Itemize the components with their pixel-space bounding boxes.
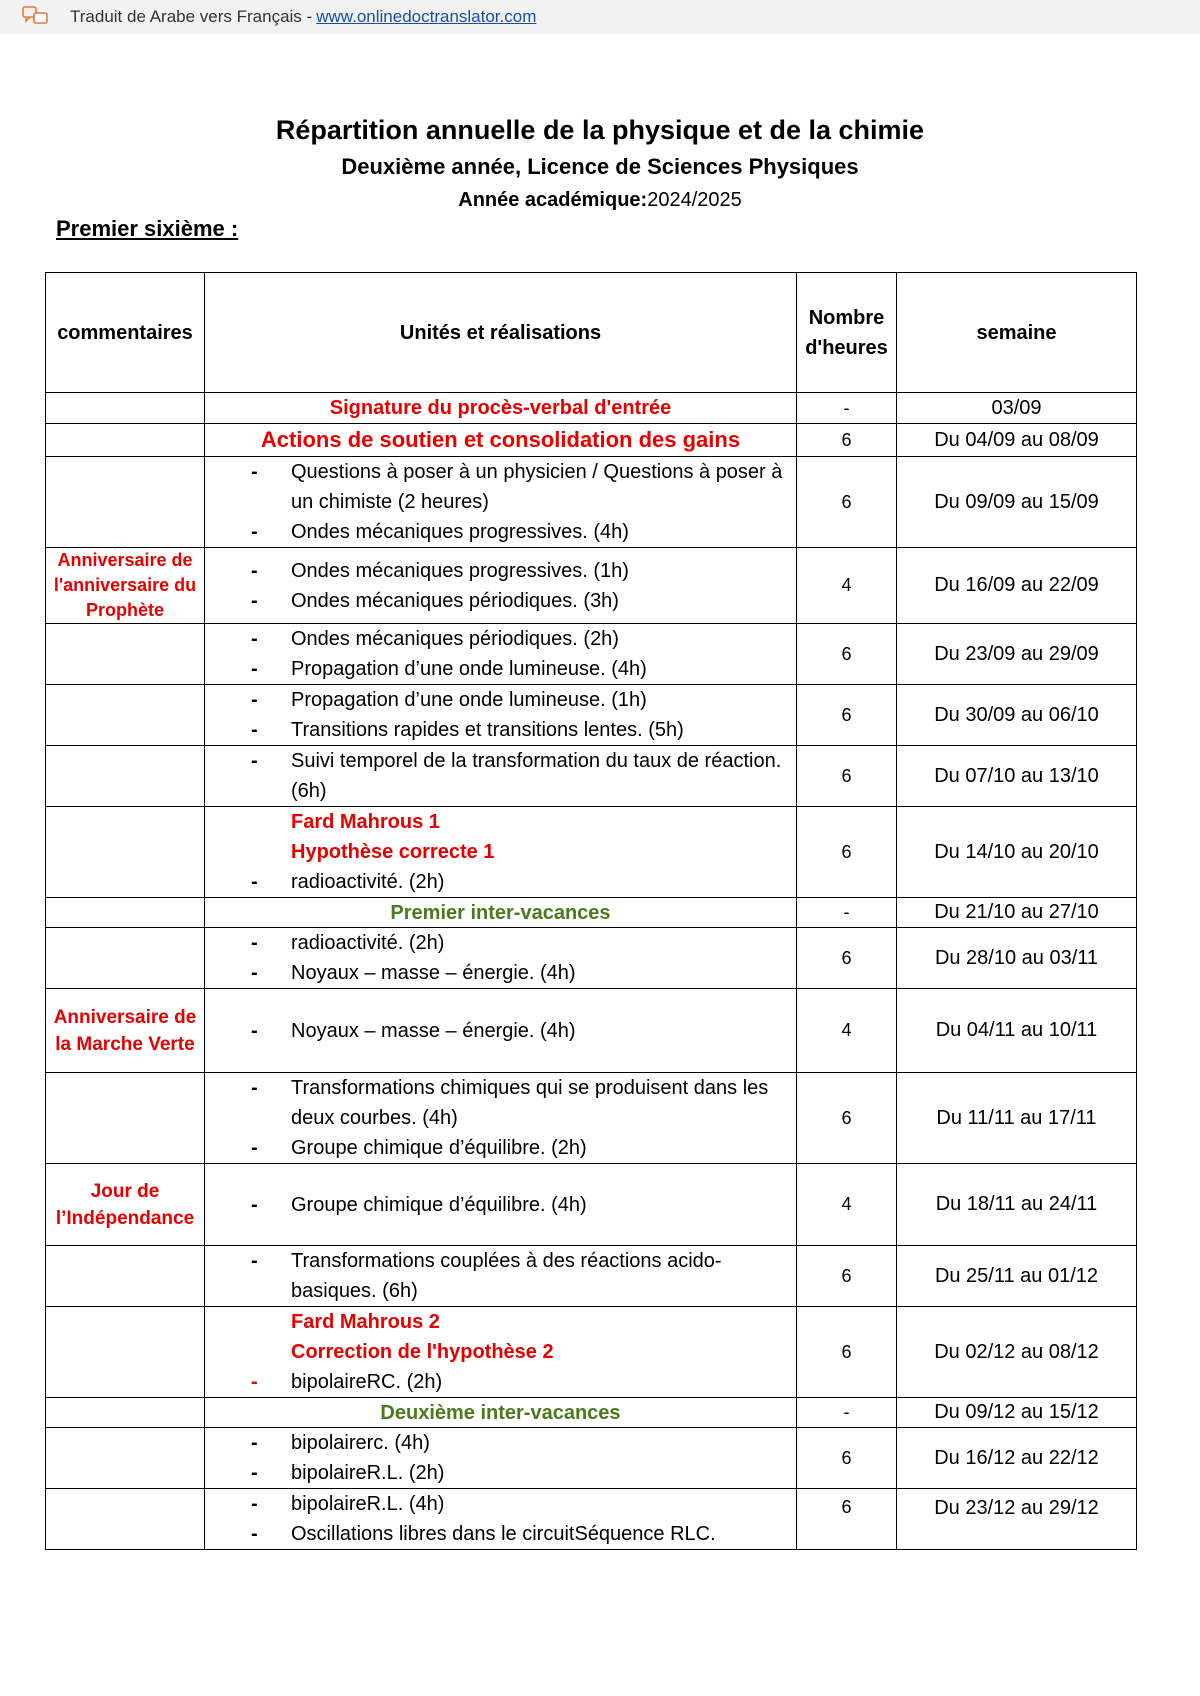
table-row [46,1164,1137,1246]
table-row [46,746,1137,807]
unit-item: - bipolaireR.L. (4h) [251,1489,790,1519]
comment-cell: Anniversaire de l'anniversaire du Prophète [46,548,205,624]
hours-cell: 6 [797,1073,897,1164]
table-row [46,548,1137,624]
comment-cell [46,624,205,685]
academic-year-label: Année académique: [458,189,648,211]
week-cell: Du 23/09 au 29/09 [897,624,1137,685]
header-week: semaine [897,273,1137,393]
table-row [46,457,1137,548]
hours-cell: 6 [797,928,897,989]
comment-cell [46,928,205,989]
unit-item: - Transformations chimiques qui se produisent dans les deux courbes. (4h) [251,1073,790,1133]
week-cell: Du 04/09 au 08/09 [897,424,1137,457]
units-cell [205,624,797,685]
unit-item: - Suivi temporel de la transformation du taux de réaction. (6h) [251,746,790,806]
week-cell: Du 16/09 au 22/09 [897,548,1137,624]
comment-cell [46,685,205,746]
hours-cell: - [797,393,897,424]
week-cell: Du 09/09 au 15/09 [897,457,1137,548]
week-cell: Du 02/12 au 08/12 [897,1307,1137,1398]
units-cell [205,685,797,746]
comment-cell [46,1398,205,1428]
header-comments: commentaires [46,273,205,393]
unit-item: - Transitions rapides et transitions lentes. (5h) [251,715,790,745]
comment-cell [46,746,205,807]
translation-banner [0,0,1200,34]
week-cell: Du 14/10 au 20/10 [897,807,1137,898]
comment-cell [46,807,205,898]
hours-cell: - [797,898,897,928]
week-cell: Du 21/10 au 27/10 [897,898,1137,928]
week-cell: Du 25/11 au 01/12 [897,1246,1137,1307]
hours-cell: 4 [797,1164,897,1246]
table-row [46,1307,1137,1398]
translator-link[interactable]: www.onlinedoctranslator.com [316,7,537,26]
unit-item: - Propagation d’une onde lumineuse. (4h) [251,654,790,684]
unit-item: - Noyaux – masse – énergie. (4h) [251,958,790,988]
header-units: Unités et réalisations [205,273,797,393]
table-row [46,1489,1137,1550]
hours-cell: 6 [797,746,897,807]
unit-item: - Propagation d’une onde lumineuse. (1h) [251,685,790,715]
evaluation-label: Fard Mahrous 1 [291,811,440,833]
week-cell: Du 16/12 au 22/12 [897,1428,1137,1489]
units-cell [205,928,797,989]
comment-cell [46,1428,205,1489]
evaluation-label: Fard Mahrous 2 [291,1311,440,1333]
banner-text: Traduit de Arabe vers Français - [70,7,313,26]
unit-item: - Ondes mécaniques progressives. (1h) [251,556,790,586]
evaluation-label: Correction de l'hypothèse 2 [291,1341,554,1363]
unit-item: - radioactivité. (2h) [251,867,790,897]
hours-cell: 6 [797,1428,897,1489]
table-row [46,1246,1137,1307]
academic-year-value: 2024/2025 [647,189,742,211]
week-cell: Du 30/09 au 06/10 [897,685,1137,746]
comment-cell [46,457,205,548]
unit-item: - Ondes mécaniques périodiques. (3h) [251,586,790,616]
table-header-row [46,273,1137,393]
week-cell: Du 04/11 au 10/11 [897,989,1137,1073]
vacation-label: Premier inter-vacances [205,898,797,928]
units-cell [205,1489,797,1550]
hours-cell: 6 [797,1246,897,1307]
units-cell [205,807,797,898]
comment-cell [46,1489,205,1550]
table-row [46,898,1137,928]
week-cell: Du 28/10 au 03/11 [897,928,1137,989]
unit-item: - Groupe chimique d’équilibre. (2h) [251,1133,790,1163]
table-row [46,393,1137,424]
comment-cell [46,1246,205,1307]
units-cell [205,746,797,807]
units-cell [205,548,797,624]
unit-item: - Ondes mécaniques périodiques. (2h) [251,624,790,654]
evaluation-label: Hypothèse correcte 1 [291,841,495,863]
table-row [46,807,1137,898]
units-cell [205,1073,797,1164]
units-cell [205,1164,797,1246]
page-subtitle: Deuxième année, Licence de Sciences Physiques [341,154,859,179]
unit-title: Signature du procès-verbal d'entrée [205,393,797,424]
unit-item: - Groupe chimique d’équilibre. (4h) [251,1190,790,1220]
comment-cell [46,1073,205,1164]
table-row [46,1428,1137,1489]
hours-cell: 6 [797,424,897,457]
header-hours: Nombre d'heures [797,273,897,393]
unit-item: - Questions à poser à un physicien / Questions à poser à un chimiste (2 heures) [251,457,790,517]
hours-cell: 6 [797,457,897,548]
week-cell: Du 09/12 au 15/12 [897,1398,1137,1428]
unit-item: - bipolaireR.L. (2h) [251,1458,790,1488]
comment-cell: Jour de l’Indépendance [46,1164,205,1246]
table-row [46,1073,1137,1164]
hours-cell: 4 [797,548,897,624]
units-cell [205,1428,797,1489]
week-cell: 03/09 [897,393,1137,424]
units-cell [205,1246,797,1307]
unit-item: - Noyaux – masse – énergie. (4h) [251,1016,790,1046]
week-cell: Du 11/11 au 17/11 [897,1073,1137,1164]
unit-item: - Oscillations libres dans le circuitSéquence RLC. [251,1519,790,1549]
units-cell [205,457,797,548]
units-cell [205,1307,797,1398]
unit-title: Actions de soutien et consolidation des gains [205,424,797,457]
table-row [46,685,1137,746]
unit-item: - Transformations couplées à des réactions acido-basiques. (6h) [251,1246,790,1306]
table-row [46,424,1137,457]
hours-cell: 6 [797,1307,897,1398]
hours-cell: 6 [797,685,897,746]
table-row [46,1398,1137,1428]
table-row [46,989,1137,1073]
document-header [0,110,1200,216]
comment-cell [46,424,205,457]
vacation-label: Deuxième inter-vacances [205,1398,797,1428]
hours-cell: 6 [797,807,897,898]
week-cell: Du 07/10 au 13/10 [897,746,1137,807]
hours-cell: 6 [797,1489,897,1550]
schedule-table [45,272,1137,1550]
units-cell [205,989,797,1073]
table-row [46,928,1137,989]
academic-year [0,184,1200,216]
comment-cell [46,1307,205,1398]
comment-cell: Anniversaire de la Marche Verte [46,989,205,1073]
page-title: Répartition annuelle de la physique et de la chimie [275,115,925,145]
section-heading: Premier sixième : [56,216,239,241]
hours-cell: 6 [797,624,897,685]
week-cell: Du 18/11 au 24/11 [897,1164,1137,1246]
week-cell: Du 23/12 au 29/12 [897,1489,1137,1550]
table-row [46,624,1137,685]
unit-item: - bipolairerc. (4h) [251,1428,790,1458]
comment-cell [46,898,205,928]
comment-cell [46,393,205,424]
unit-item: - radioactivité. (2h) [251,928,790,958]
hours-cell: 4 [797,989,897,1073]
translate-chat-icon [22,6,50,28]
unit-item: - bipolaireRC. (2h) [251,1367,790,1397]
hours-cell: - [797,1398,897,1428]
unit-item: - Ondes mécaniques progressives. (4h) [251,517,790,547]
